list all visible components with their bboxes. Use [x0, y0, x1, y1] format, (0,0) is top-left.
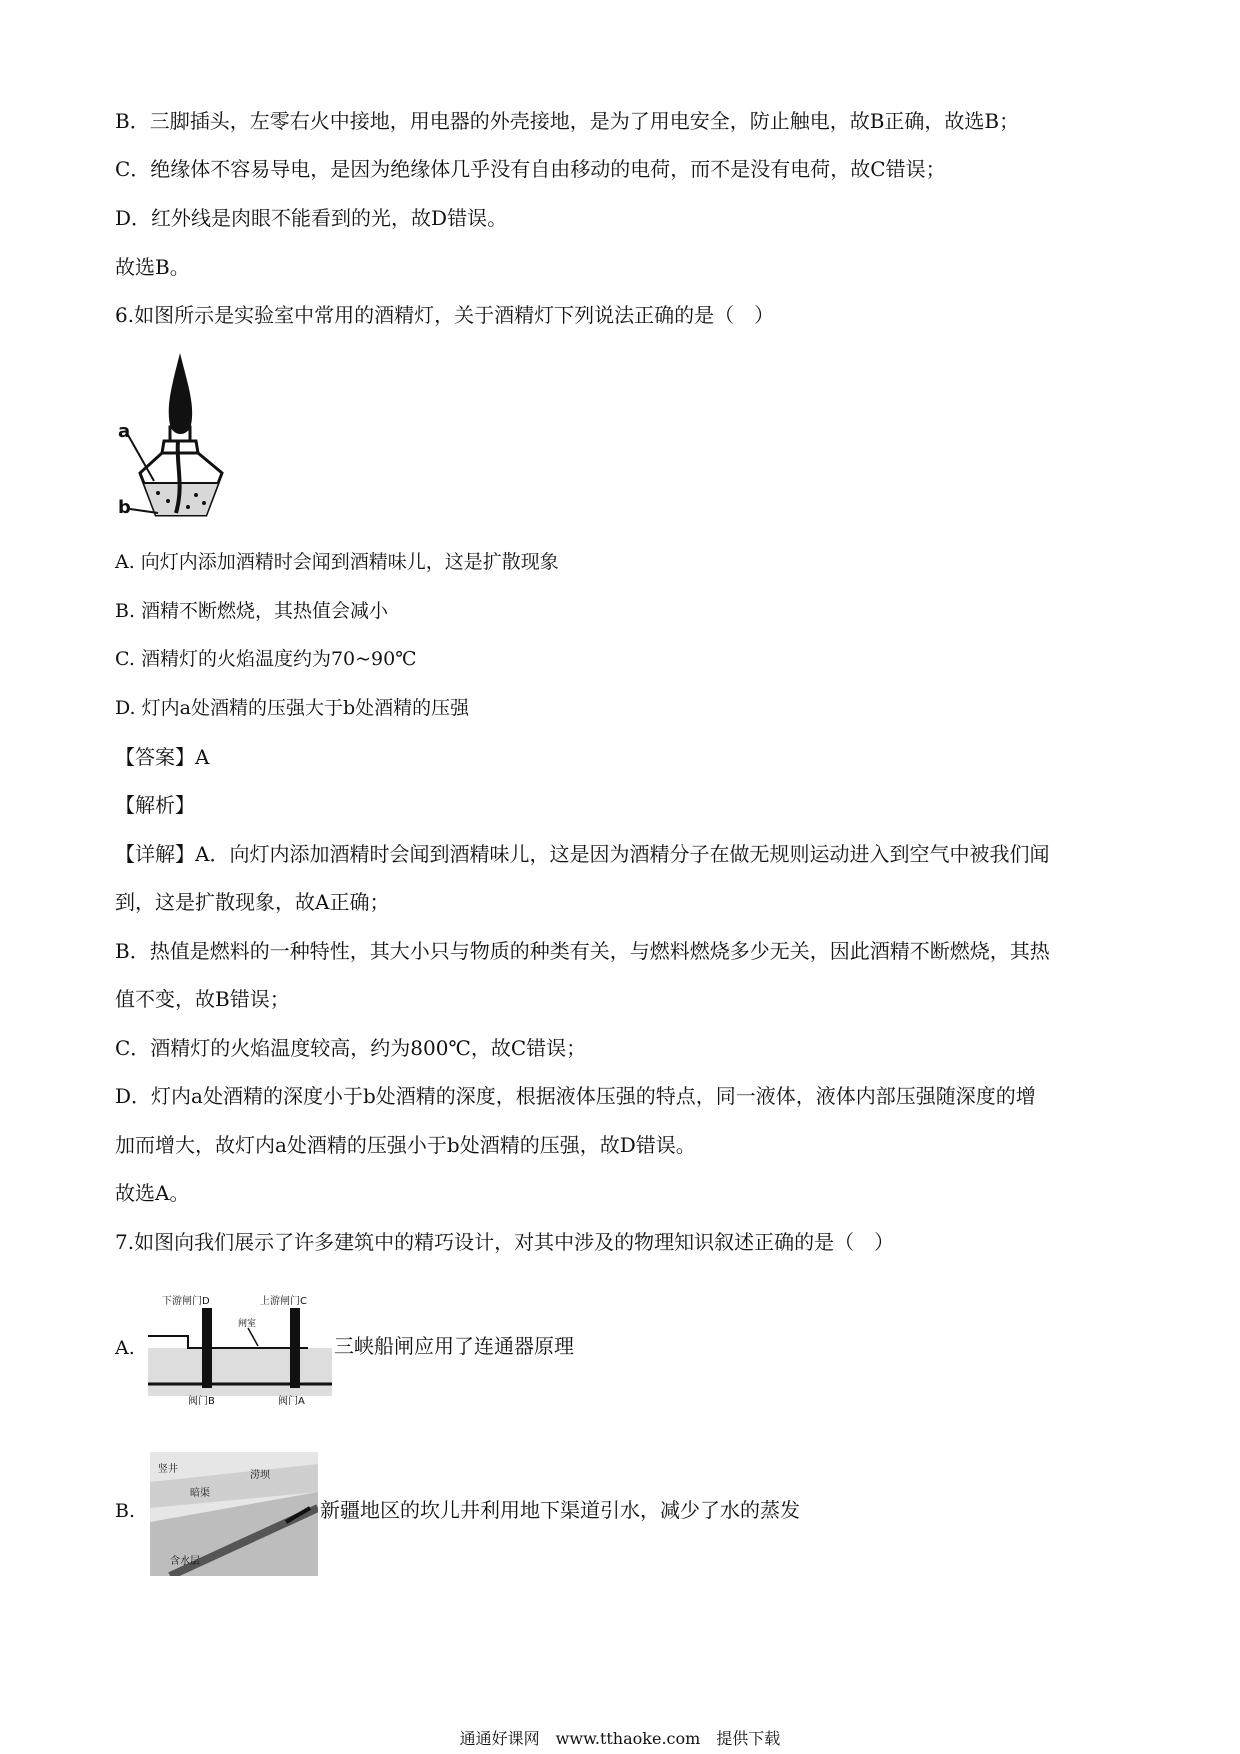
question-6: 6.如图所示是实验室中常用的酒精灯，关于酒精灯下列说法正确的是（ ） [115, 303, 775, 327]
karez-figure [150, 1452, 318, 1576]
alcohol-lamp-figure [118, 345, 248, 525]
gate-c-label: 上游闸门C [260, 1296, 307, 1307]
text-line: D．红外线是肉眼不能看到的光，故D错误。 [115, 206, 508, 230]
text-line: B．三脚插头，左零右火中接地，用电器的外壳接地，是为了用电安全，防止触电，故B正确，故选B； [115, 109, 1020, 133]
well-label: 竖井 [158, 1464, 178, 1475]
page-footer: 通通好课网 www.tthaoke.com 提供下载 [459, 1729, 781, 1748]
text-line: 故选A。 [115, 1181, 190, 1205]
text-line: 到，这是扩散现象，故A正确； [115, 890, 390, 914]
layer-label: 含水层 [170, 1556, 200, 1567]
analysis-heading: 【解析】 [115, 793, 195, 817]
option-7b-letter: B. [115, 1500, 136, 1522]
option-6d: D. 灯内a处酒精的压强大于b处酒精的压强 [115, 697, 470, 719]
text-line: B．热值是燃料的一种特性，其大小只与物质的种类有关，与燃料燃烧多少无关，因此酒精不断燃烧，其热 [115, 939, 1050, 963]
option-6c: C. 酒精灯的火焰温度约为70~90℃ [115, 648, 417, 670]
pool-label: 涝坝 [250, 1470, 270, 1481]
label-b: b [118, 497, 131, 518]
option-6b: B. 酒精不断燃烧，其热值会减小 [115, 600, 389, 622]
text-line: 值不变，故B错误； [115, 987, 290, 1011]
label-a: a [118, 421, 131, 442]
text-line: 故选B。 [115, 255, 190, 279]
text-line: 加而增大，故灯内a处酒精的压强小于b处酒精的压强，故D错误。 [115, 1133, 696, 1157]
gate-d-label: 下游闸门D [162, 1296, 210, 1307]
canal-label: 暗渠 [190, 1488, 210, 1499]
question-7: 7.如图向我们展示了许多建筑中的精巧设计，对其中涉及的物理知识叙述正确的是（ ） [115, 1230, 895, 1254]
valve-a-label: 阀门A [278, 1396, 305, 1407]
option-7a-letter: A. [115, 1337, 135, 1359]
answer: 【答案】A [115, 745, 210, 769]
option-7b-text: 新疆地区的坎儿井利用地下渠道引水，减少了水的蒸发 [320, 1498, 800, 1522]
option-6a: A. 向灯内添加酒精时会闻到酒精味儿，这是扩散现象 [115, 551, 559, 573]
text-line: C．酒精灯的火焰温度较高，约为800℃，故C错误； [115, 1036, 587, 1060]
option-7a-text: 三峡船闸应用了连通器原理 [334, 1334, 574, 1358]
text-line: D．灯内a处酒精的深度小于b处酒精的深度，根据液体压强的特点，同一液体，液体内部压强随深度的增 [115, 1084, 1036, 1108]
valve-b-label: 阀门B [188, 1396, 215, 1407]
chamber-label: 闸室 [238, 1319, 257, 1329]
text-line: 【详解】A．向灯内添加酒精时会闻到酒精味儿，这是因为酒精分子在做无规则运动进入到空气中被我们闻 [115, 842, 1050, 866]
text-line: C．绝缘体不容易导电，是因为绝缘体几乎没有自由移动的电荷，而不是没有电荷，故C错误； [115, 157, 946, 181]
ship-lock-figure [148, 1288, 332, 1408]
